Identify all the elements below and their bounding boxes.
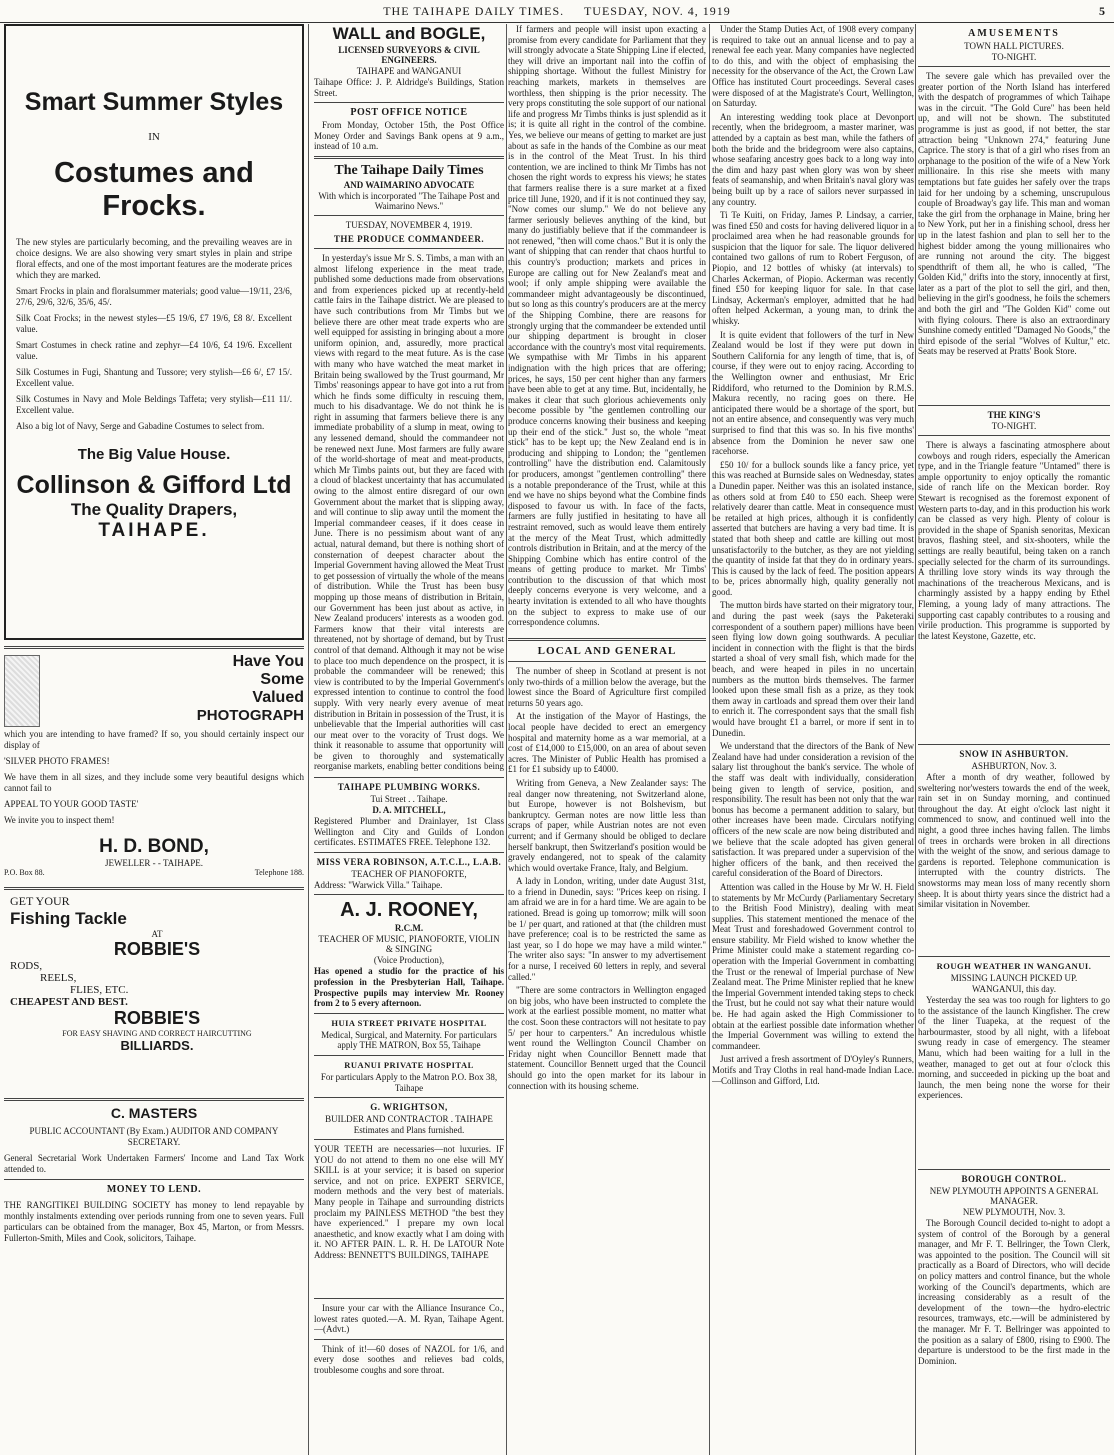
section-subheading: THE KING'S — [987, 410, 1041, 420]
advert-line: Silk Costumes in Fugi, Shantung and Tussore; very stylish—£6 6/, £7 15/. Excellent value. — [16, 367, 292, 388]
advert-headline: Fishing Tackle — [10, 909, 127, 928]
dentist-advert: YOUR TEETH are necessaries—not luxuries. IF YOU do not attend to them no one else will MY SKILL is at your service; it is based on superior service, and not on price. EXPERT SERVICE, modern methods and the very best of materials. Many people in Taihape and surrounding districts proclaim my PAINLESS METHOD "the best they have experienced." I prepare my own local anaesthetic, and know exactly what I am doing with it. NO AFTER PAIN. L. R. H. De LATOUR Note Address: BENNETT'S BUILDINGS, TAIHAPE — [314, 1144, 504, 1261]
news-column-4 — [712, 24, 914, 1455]
news-item: Under the Stamp Duties Act, of 1908 every company is required to take out an annual license and to pay a renewal fee each year. Many companies have neglected to do this, and with the object of emphasising the necessity for the observance of the Act, the Crown Law Office has instituted Court proceedings. Several cases were disposed of at the Magistrate's Court, Wellington, on Saturday. — [712, 24, 914, 109]
news-item: A lady in London, writing, under date August 31st, to a friend in Dunedin, says: "Prices keep on rising. I am afraid we are in for a hard time. We are again to be rationed. Bread is going up tomorrow; milk will soon be 1/ per quart, and rationed at that (the children must have preference; coal is to be restricted the same as last year, so I do hope we may have a mild winter." The writer also says: "In answer to my advertisement for a nurse, I received 60 letters in reply, and several called." — [508, 876, 706, 982]
news-dateline: WANGANUI, this day. — [972, 984, 1056, 994]
news-dateline: NEW PLYMOUTH, Nov. 3. — [962, 1207, 1066, 1217]
advert-headline: RUANUI PRIVATE HOSPITAL — [344, 1059, 474, 1070]
advert-text: APPEAL TO YOUR GOOD TASTE' — [4, 799, 139, 809]
firm-town: TAIHAPE. — [98, 520, 210, 541]
column-rule — [308, 24, 309, 1455]
news-item: Attention was called in the House by Mr W. H. Field to statements by Mr McCurdy (Parliamentary Secretary to the British Food Ministry), dealing with meat supplies. This statement mentioned the menace of the Meat Trust and foreshadowed Government control to ensure stability. Mr Field wished to know whether the Prime Minister could make a statement regarding co-operation with the Imperial Government in combatting the Trust or the renewal of Imperial purchase of New Zealand meat. The Prime Minister replied that he knew the Imperial Government intended taking steps to check the Trust, but he could not say what their nature would be. He had again asked the High Commissioner to obtain at the earliest possible date information whether the Imperial Government was willing to extend the commandeer. — [712, 881, 914, 1051]
advert-text: REELS, — [40, 972, 77, 984]
smart-styles-advert — [4, 24, 304, 640]
advert-headline: BILLIARDS. — [120, 1038, 194, 1053]
news-column-5 — [918, 24, 1110, 1455]
news-item: It is quite evident that followers of the turf in New Zealand would be lost if they were put down in Southern California for any length of time, that is, of course, if they were out to enjoy racing. According to the Wellington owner and enthusiast, Mr Eric Riddiford, who returned to the Dominion by R.M.S. Makura recently, no racing goes on there. He anticipated there would be a shortage of the sport, but not an entire absence, and consequently was very much surprised to find that this was so. In his five months' absence from the Dominion he never saw one racehorse. — [712, 329, 914, 457]
advert-text: THE RANGITIKEI BUILDING SOCIETY has money to lend repayable by monthly instalments extending over periods running from one to seven years. Full particulars can be obtained from the manager, Box 45, Marton, or from Messrs. Fullerton-Smith, Miles and Cook, solicitors, Taihape. — [4, 1200, 304, 1243]
advert-column — [4, 24, 304, 1455]
column-ads — [314, 777, 504, 1376]
news-item: "There are some contractors in Wellington engaged on big jobs, who have been instructed to complete the work at the earliest possible moment, no matter what the cost. Soon these contractors will not hesitate to pay 5/ per hour to carpenters." An incredulous whistle went round the Wellington Council Chamber on Friday night when Councillor Bennett made that statement. Councillor Bennett urged that the Council should go into the open market for its labour in connection with its housing scheme. — [508, 985, 706, 1091]
advert-line: Silk Coat Frocks; in the newest styles—£5 19/6, £7 19/6, £8 8/. Excellent value. — [16, 313, 292, 334]
advert-headline: G. WRIGHTSON, — [370, 1102, 448, 1113]
news-item: Ti Te Kuiti, on Friday, James P. Lindsay, a carrier, was fined £50 and costs for having delivered liquor in a proclaimed area when he had reasonable grounds for suspicion that the liquor for sale. The liquor delivered contained two gallons of rum to Robert Ferguson, of Piopio, and 12 bottles of whisky (at intervals) to Charles Ackerman, of Piopio. Ackerman was recently fined £50 for keeping liquor for sale. In that case Lindsay, Ackerman's employer, admitted that he had often helped Ackerman, a young man, to drink the whisky. — [712, 210, 914, 327]
advert-text: TEACHER OF MUSIC, PIANOFORTE, VIOLIN & SINGING — [318, 934, 500, 955]
masthead-date: TUESDAY, NOV. 4, 1919 — [583, 4, 731, 18]
rooney-name: A. J. ROONEY, — [340, 899, 478, 922]
advert-text: For particulars Apply to the Matron P.O. Box 38, Taihape — [320, 1071, 498, 1093]
accountant-name: C. MASTERS — [110, 1105, 198, 1121]
news-item: We understand that the directors of the Bank of New Zealand have had under consideration a revision of the salary list throughout the bank's service. The whole of the staff was dealt with individually, consideration being given to length of service, position, and responsibility. The result has been not only that the war bonus has become a permanent addition to salary, but other increases have been made. Circulars notifying officers of the new scale are now being distributed and we believe that the scale adopted has given general satisfaction. It was prepared under a supervision of the higher officers of the bank, and then received the careful consideration of the Board of Directors. — [712, 741, 914, 879]
advert-text: LICENSED SURVEYORS & CIVIL ENGINEERS. — [338, 45, 480, 65]
box-number: P.O. Box 88. — [4, 868, 45, 877]
frame-illustration — [4, 655, 40, 727]
advert-text: We invite you to inspect them! — [4, 815, 115, 825]
newspaper-subtitle: AND WAIMARINO ADVOCATE — [343, 179, 475, 190]
newspaper-title: The Taihape Daily Times — [334, 162, 484, 178]
section-subheading: TO-NIGHT. — [991, 52, 1037, 62]
accountant-advert — [4, 1105, 304, 1175]
advert-line: Silk Costumes in Navy and Mole Beldings Taffeta; very stylish—£11 11/. Excellent value. — [16, 394, 292, 415]
news-item: Just arrived a fresh assortment of D'Oyley's Runners, Motifs and Tray Cloths in real hand-made Indian Lace.—Collinson and Gifford, Ltd. — [712, 1054, 914, 1086]
advert-text: TEACHER OF PIANOFORTE, — [351, 868, 467, 879]
news-heading: SNOW IN ASHBURTON. — [959, 749, 1069, 759]
advert-line: Smart Frocks in plain and floralsummer materials; good value—19/11, 23/6, 27/6, 29/6, 32/6, 35/6, 45/. — [16, 286, 292, 307]
advert-headline: PHOTOGRAPH — [196, 707, 304, 724]
section-heading: LOCAL AND GENERAL — [537, 645, 677, 657]
advert-text: which you are intending to have framed? If so, you should certainly inspect our display of — [4, 729, 304, 750]
news-subheading: NEW PLYMOUTH APPOINTS A GENERAL MANAGER. — [929, 1186, 1099, 1206]
wall-bogle-name: WALL and BOGLE, — [332, 24, 486, 43]
nazol-notice: Think of it!—60 doses of NAZOL for 1/6, and every dose soothes and relieves bad colds, troublesome coughs and sore throat. — [314, 1343, 504, 1376]
advert-in: IN — [148, 131, 160, 143]
advert-headline: TAIHAPE PLUMBING WORKS. — [337, 781, 481, 792]
advert-text: CHEAPEST AND BEST. — [10, 996, 128, 1008]
newspaper-subtitle: With which is incorporated "The Taihape Post and Waimarino News." — [318, 190, 500, 211]
news-heading: ROUGH WEATHER IN WANGANUI. — [936, 961, 1092, 971]
amusement-text: The severe gale which has prevailed over the greater portion of the North Island has interfered with the despatch of programmes of which Taihape was in the circuit. "The Gold Cure" has been held up, and will not be shown. The substituted programme is just as good, if not better, the star attraction being "Unknown 274," featuring June Caprice. The story is that of a girl who rises from an orphanage to the position of the wife of a New York millionaire. In this rise she meets with many temptations but fate guides her safely over the traps laid for her undoing by a scheming, unscrupulous couple of Broadway's gay life. This man and woman take the girl from the orphanage in Maine, bring her to New York, put her in a finishing school, dress her up in the latest fashion and plan to sell her to the highest bidder among the young millionaires who are running not around the city. The biggest spendthrift of them all, he who is called, "The Golden Kid," drifts into the story, innocently at first, later as a part of the plot to sell the girl, and then, believing in the girl's goodness, he foils the schemers and both the girl and "The Golden Kid" come out with flying colours. There is also an extraordinary Sunshine comedy entitled "Damaged No Goods," the third episode of the serial "Wolves of Kultur," etc. Seats may be reserved at Pratts' Book Store. — [918, 71, 1110, 357]
insurance-notice: Insure your car with the Alliance Insurance Co., lowest rates quoted.—A. M. Ryan, Taihape Agent.—(Advt.) — [314, 1303, 504, 1335]
advert-text: (Voice Production), — [373, 955, 445, 966]
advert-headline: Some — [260, 671, 304, 688]
photograph-advert — [4, 653, 304, 883]
editorial-text: In yesterday's issue Mr S. S. Timbs, a man with an almost lifelong experience in the meat trade, published some deductions made from observations and from experiences picked up at recently-held cattle fairs in the Taihape district. We are pleased to have such contributions from Mr Timbs but we believe there are other meat trade experts who are well equipped for assisting in bringing about a more uniform opinion, and, assuredly, more practical views with regard to the meat future. As is the case with many who have watched the meat market in Britain being swallowed by the Trust gourmand, Mr Timbs' reasonings appear to have got into a rut from which he finds some difficulty in rescuing them, much to his disadvantage. We do not think he is right in assuming that farmers believe there is any immediate probability of a slump in meat, owing to any lessened demand, should the commandeer not be renewed next June. Most farmers are fully aware of the world-shortage of meat and meat-products, which Mr Timbs paints out, but they are faced with a cloud of blackest uncertainty that has accumulated owing to the almost entire disregard of our own Government about the market that is slipping away, and will continue to slip away until the moment the Imperial commandeer ceases, if it does cease in June. There is no pessimism about want of any actual, natural demand, but there is nothing short of consternation of deepest character about the Imperial Government having allowed the Meat Trust to get possession of virtually the whole of the means of distribution. While the Trust has been busy mopping up those means of distribution in Britain, our Government has been just about as active, in New Zealand producers' interests as a wooden god. Farmers know that their vital interests are threatened, not by shortage of demand, but by Trust control of that demand. Although it may not be wise to place too much dependence on the prospect, it is probable the commandeer will be renewed; this view is contributed to by the Imperial Government's expressed intention to continue to control the food supply. With very nearly every avenue of meat distribution in Britain in possession of the Trust, it is unbelievable that the Imperial authorities will cast our meat over to the voracity of Trust dogs. We think it reasonable to assume that opportunity will be given to thoroughly and systematically reorganise markets, enabling better conditions being — [314, 252, 504, 772]
editorial-column — [314, 24, 504, 1455]
advert-text: Taihape Office: J. P. Aldridge's Buildings, Station Street. — [314, 77, 504, 98]
advert-text: GET YOUR — [10, 894, 70, 908]
page-number: 5 — [1099, 4, 1106, 18]
advert-headline: HUIA STREET PRIVATE HOSPITAL — [331, 1017, 487, 1028]
advert-text: We have them in all sizes, and they include some very beautiful designs which cannot fail to — [4, 772, 304, 793]
news-item: The Borough Council decided to-night to adopt a system of control of the Borough by a general manager, and Mr F. T. Bellringer, the Town Clerk, was appointed to the position. The Council will sit practically as a Board of Directors, who will decide on policy matters and control finance, but the whole working of the Council's departments, which are increasing considerably as a result of the development of the town—the hydro-electric resources, tramways, etc.—will be administered by the manager. Mr F. T. Bellringer was appointed to the position as a salary of £800, rising to £900. The departure is understood to be the first made in the Dominion. — [918, 1218, 1110, 1366]
advert-text: General Secretarial Work Undertaken Farmers' Income and Land Tax Work attended to. — [4, 1153, 304, 1174]
advert-text: Has opened a studio for the practice of his profession in the Presbyterian Hall, Taihape. Prospective pupils may interview Mr. Rooney from 2 to 5 every afternoon. — [314, 966, 504, 1009]
advert-headline: MONEY TO LEND. — [106, 1184, 202, 1195]
advert-text: 'SILVER PHOTO FRAMES! — [4, 756, 110, 766]
masthead — [0, 0, 1114, 23]
fishing-advert — [4, 894, 304, 1094]
news-item: The number of sheep in Scotland at present is not only two-thirds of a million below the average, but the lowest since the Board of Agriculture first compiled returns 50 years ago. — [508, 666, 706, 708]
news-dateline: ASHBURTON, Nov. 3. — [971, 761, 1057, 771]
firm-name: Collinson & Gifford Ltd — [16, 471, 292, 499]
advert-line: Smart Costumes in check ratine and zephyr—£4 10/6, £4 19/6. Excellent value. — [16, 340, 292, 361]
news-item: £50 10/ for a bullock sounds like a fancy price, yet this was reached at Burnside sales on Wednesday, states a Dunedin paper. Neither was this an isolated instance, as others sold at from £40 to £50 each. Sheep were relatively dearer than cattle. Meat in consequence must be retailed at high prices, although it is confidently asserted that butchers are having a very bad time. It is stated that both sheep and cattle are killing out most unsatisfactorily to the butcher, as they are not yielding the quantity of inside fat that they do in ordinary years. This is caused by the lack of feed. The position appears to be, prices abnormally high, quality generally not good. — [712, 459, 914, 597]
advert-intro: The new styles are particularly becoming, and the prevailing weaves are in choice designs. We are also showing very smart styles in plain and stripe floral effects, and one of the most important features are the moderate prices which they are marked. — [16, 237, 292, 280]
news-item: The mutton birds have started on their migratory tour, and during the past week (says the Paketeraki correspondent of a southern paper) millions have been seen flying low down going southwards. A peculiar incident in connection with the flight is that the birds started a shoal of very small fish, which made for the beach, and were heaped in piles in no uncertain numbers as the mutton birds themselves. The farmer looked upon these small fish as a prize, as they took them away in cartloads and spread them over their land to enrich it. The correspondent says that the small fish would have brought £1 a barrel, or more if sent in to Dunedin. — [712, 600, 914, 738]
advert-text: R.C.M. — [394, 923, 424, 934]
advert-text: Registered Plumber and Drainlayer, 1st Class Wellington and City and Guilds of London certificates. ESTIMATES FREE. Telephone 132. — [314, 815, 504, 848]
advert-text: BUILDER AND CONTRACTOR . TAIHAPE — [325, 1114, 493, 1125]
masthead-title: THE TAIHAPE DAILY TIMES. — [383, 4, 565, 18]
column-rule — [709, 24, 710, 1455]
advert-headline: ROBBIE'S — [113, 939, 201, 959]
column-rule — [506, 24, 507, 1455]
amusement-text: There is always a fascinating atmosphere about cowboys and rough riders, especially the American type, and in the Triangle feature "Untamed" there is ample opportunity to enjoy optically the romantic side of ranch life on the Mexican border. Roy Stewart is recognised as the foremost exponent of Western parts to-day, and in this production his work can be classed as very high. Plenty of colour is provided in the shape of Spanish senoritas, Mexican bravos, flashing steel, and six-shooters, while the settings are really beautiful, being taken on a ranch specially selected for the charm of its surroundings. A thrilling love story winds its way through the machinations of the treacherous Mexicans, and is charmingly assisted by a happy ending by Ethel Fleming, a young lady of many attractions. The supporting cast capably contributes to a rousing and virile production. This programme is supported by the latest Keystone, Gazette, etc. — [918, 440, 1110, 641]
advert-text: FOR EASY SHAVING AND CORRECT HAIRCUTTING — [62, 1029, 252, 1038]
news-heading: BOROUGH CONTROL. — [961, 1174, 1067, 1184]
big-value-house: The Big Value House. — [77, 446, 231, 463]
advert-text: TAIHAPE and WANGANUI — [356, 66, 462, 76]
advert-subheadline: Costumes and Frocks. — [54, 157, 254, 222]
telephone: Telephone 188. — [254, 868, 304, 877]
news-item: After a month of dry weather, followed by sweltering nor'westers towards the end of the week, rain set in on Sunday morning, and continued throughout the day. At eight o'clock last night it commenced to snow, and continued well into the night, a good three inches having fallen. The limbs of trees in orchards were broken in all directions with the weight of the snow, and serious damage to gardens is reported. Telephone communication is interrupted with the country districts. The snowstorms may mean loss of many recently shorn sheep. It is about thirty years since the district had a similar visitation in November. — [918, 772, 1110, 910]
advert-headline: ROBBIE'S — [113, 1008, 201, 1028]
firm-tagline: The Quality Drapers, — [70, 500, 238, 519]
column-rule — [915, 24, 916, 1455]
news-item: Writing from Geneva, a New Zealander says: The real danger now threatening, not Switzerland alone, but Europe, however is not Bolshevism, but bankruptcy. German notes are now little less than scraps of paper, while Austrian notes are not even current; and if Germany should be obliged to declare herself bankrupt, then Switzerland's position would be gravely endangered, not to speak of the calamity which would overtake France, Italy, and Belgium. — [508, 777, 706, 873]
advert-text: AT — [151, 929, 163, 939]
section-subheading: TO-NIGHT. — [991, 421, 1037, 431]
advert-text: D. A. MITCHELL, — [372, 804, 446, 815]
advert-text: RODS, — [10, 960, 43, 972]
money-advert — [4, 1184, 304, 1244]
advert-headline: Smart Summer Styles — [24, 88, 284, 116]
notice-text: From Monday, October 15th, the Post Office Money Order and Savings Bank opens at 9 a.m., instead of 10 a.m. — [314, 120, 504, 152]
advert-headline: Valued — [252, 689, 304, 706]
editorial-text: If farmers and people will insist upon exacting a promise from every candidate for Parliament that they will strongly advocate a State Shipping Line if elected, they will drive an important nail into the coffin of shipping shortage. Without the fullest Ministry for reaching markets, markets in themselves are worthless, then shipping is the prior necessity. The very props constituting the sole support of our national life and progress Mr Timbs thinks is just splendid as it is; it is quite all right in the control of the combine. Yes, we believe our means of getting to market are just about as safe in the hands of the Combine as our meat is in the control of the Meat Trust. In his third contention, we are inclined to think Mr Timbs has not chosen the right words to express his views; he states that farmers realise there is a sure market at a fixed price till June, 1920, and if it is not continued they say, "Now comes our slump." We do not believe any farmer seriously believes anything of the kind, but many do justifiably believe that if the commandeer is not renewed, "then will come chaos." But it is only the want of shipping that can render that chaos hurtful to this country's production; markets and prices in Europe are calling out for New Zealand's meat and wool; if only ample shipping were available the commandeer might advantageously be discontinued, but so long as this country's producers are at the mercy of the Shipping Combine, there are reasons for strongly urging that the commandeer be extended until our shipping department is brought in closer accordance with the country's most vital requirements. We sympathise with Mr Timbs in his apparent indignation with the high prices that are offering; prices, he says, 150 per cent higher than any farmers have been able to get at any time. But, incidentally, he makes it clear that such glorious achievements only become possible by "the gentlemen controlling our produce concerns knowing their business and keeping up their end of the stick." Just so, the whole "meat stick" has to be kept up; the New Zealand end is in producing and shipping to London; the "gentlemen controlling" have the distribution end. Calamitously for producers, amongst "gentlemen controlling" there is a notable preponderance of the Trust, while at this end we have no ships beyond what the Combine finds disposed to favour us with. In face of the facts, farmers are fully justified in hesitating to have all restraint removed, such as would leave them entirely at the mercy of the Meat Trust, which admittedly controls distribution in Britain, and at the mercy of the Shipping Combine which has entire control of the means of getting produce to market. Mr Timbs' contribution to the discussion of that which most deeply concerns everyone is very welcome, and a hearty invitation is extended to all who have thoughts on the subject to express to make use of our correspondence columns. — [508, 24, 706, 628]
section-heading: POST OFFICE NOTICE — [350, 107, 468, 119]
news-item: An interesting wedding took place at Devonport recently, when the bridegroom, a master mariner, was attended by a captain as best man, while the fathers of both the bride and the bridegroom were also captains, whose seafaring ancestry goes back to a long way into the dim and hazy past when glory was won by sheer feats of seamanship, and when Britain's naval glory was being built up by a race of sailors never surpassed in any country. — [712, 111, 914, 207]
news-subheading: MISSING LAUNCH PICKED UP. — [950, 973, 1078, 983]
advert-text: FLIES, ETC. — [70, 984, 129, 996]
section-heading: AMUSEMENTS — [968, 28, 1060, 39]
advert-headline: MISS VERA ROBINSON, A.T.C.L., L.A.B. — [316, 856, 502, 867]
advert-text: Medical, Surgical, and Maternity. For particulars apply THE MATRON, Box 55, Taihape — [321, 1029, 497, 1051]
jeweller-name: H. D. BOND, — [99, 836, 209, 857]
news-item: At the instigation of the Mayor of Hastings, the local people have decided to erect an emergency hospital and maternity home as a war memorial, at a cost of £14,000 to £15,000, on an area of about seven acres. The Minister of Public Health has promised a £1 for £1 subsidy up to £4000. — [508, 711, 706, 775]
advert-text: Estimates and Plans furnished. — [353, 1125, 465, 1136]
advert-text: PUBLIC ACCOUNTANT (By Exam.) AUDITOR AND COMPANY SECRETARY. — [29, 1126, 279, 1147]
section-subheading: TOWN HALL PICTURES. — [964, 41, 1064, 51]
editorial-heading: THE PRODUCE COMMANDEER. — [333, 233, 485, 244]
editorial-date: TUESDAY, NOVEMBER 4, 1919. — [345, 219, 473, 230]
advert-line: Also a big lot of Navy, Serge and Gabadine Costumes to select from. — [16, 421, 265, 431]
news-item: Yesterday the sea was too rough for lighters to go to the assistance of the launch Kingfisher. The crew of the liner Tuapeka, at the request of the harbourmaster, stood by all night, with a lifeboat swung ready in case of emergency. The steamer Manu, which had been waiting for a lull in the weather, managed to get out at four o'clock this morning, and succeeded in picking up the boat and launch, the men being none the worse for their experiences. — [918, 995, 1110, 1101]
advert-text: Address: "Warwick Villa." Taihape. — [314, 879, 443, 890]
news-column-3 — [508, 24, 706, 1455]
jeweller-title: JEWELLER - - TAIHAPE. — [104, 858, 204, 868]
advert-headline: Have You — [232, 653, 304, 670]
advert-text: Tui Street . . Taihape. — [370, 793, 448, 804]
